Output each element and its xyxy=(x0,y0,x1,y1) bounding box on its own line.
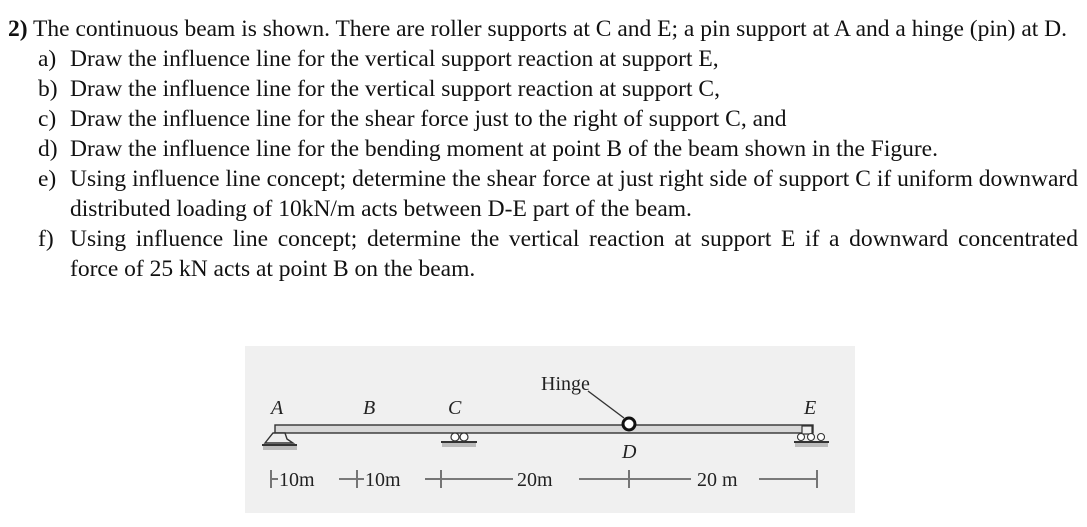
dim-label-de: 20 m xyxy=(697,469,738,491)
task-text: Draw the influence line for the vertical support reaction at support C, xyxy=(70,76,720,102)
task-text: Using influence line concept; determine the vertical reaction at support E if a downward concentrated force of 25 kN acts at point B on the beam. xyxy=(70,226,1078,282)
point-b-label: B xyxy=(363,397,376,419)
hinge-d xyxy=(623,418,635,430)
task-item-f xyxy=(8,224,1078,284)
task-label: a) xyxy=(38,46,57,72)
task-text: Using influence line concept; determine the shear force at just right side of support C if uniform downward distributed loading of 10kN/m acts between D-E part of the beam. xyxy=(70,166,1078,222)
beam-diagram xyxy=(245,346,855,513)
roller-support-c xyxy=(441,433,477,447)
problem-statement xyxy=(8,14,1078,284)
dim-label-ab: 10m xyxy=(279,469,315,491)
dim-label-bc: 10m xyxy=(365,469,401,491)
task-text: Draw the influence line for the vertical support reaction at support E, xyxy=(70,46,719,72)
task-item-a xyxy=(8,44,1078,74)
point-d-label: D xyxy=(622,441,637,463)
pin-support-a xyxy=(262,433,297,450)
task-item-c xyxy=(8,104,1078,134)
task-item-e xyxy=(8,164,1078,224)
problem-intro xyxy=(8,14,1078,44)
task-text: Draw the influence line for the bending moment at point B of the beam shown in the Figure. xyxy=(70,136,938,162)
task-list xyxy=(8,44,1078,284)
beam xyxy=(275,425,813,433)
task-label: b) xyxy=(38,76,58,102)
task-text: Draw the influence line for the shear force just to the right of support C, and xyxy=(70,106,787,132)
task-label: d) xyxy=(38,136,58,162)
task-label: f) xyxy=(38,226,54,252)
hinge-leader-line xyxy=(588,391,624,418)
point-a-label: A xyxy=(271,397,284,419)
intro-text: The continuous beam is shown. There are roller supports at C and E; a pin support at A and a hinge (pin) at D. xyxy=(33,16,1068,42)
task-item-b xyxy=(8,74,1078,104)
dim-label-cd: 20m xyxy=(517,469,553,491)
hinge-label: Hinge xyxy=(541,373,590,395)
task-label: c) xyxy=(38,106,57,132)
point-e-label: E xyxy=(804,397,817,419)
point-c-label: C xyxy=(448,397,462,419)
beam-figure xyxy=(245,346,855,513)
task-item-d xyxy=(8,134,1078,164)
problem-number: 2) xyxy=(8,16,28,42)
task-label: e) xyxy=(38,166,57,192)
